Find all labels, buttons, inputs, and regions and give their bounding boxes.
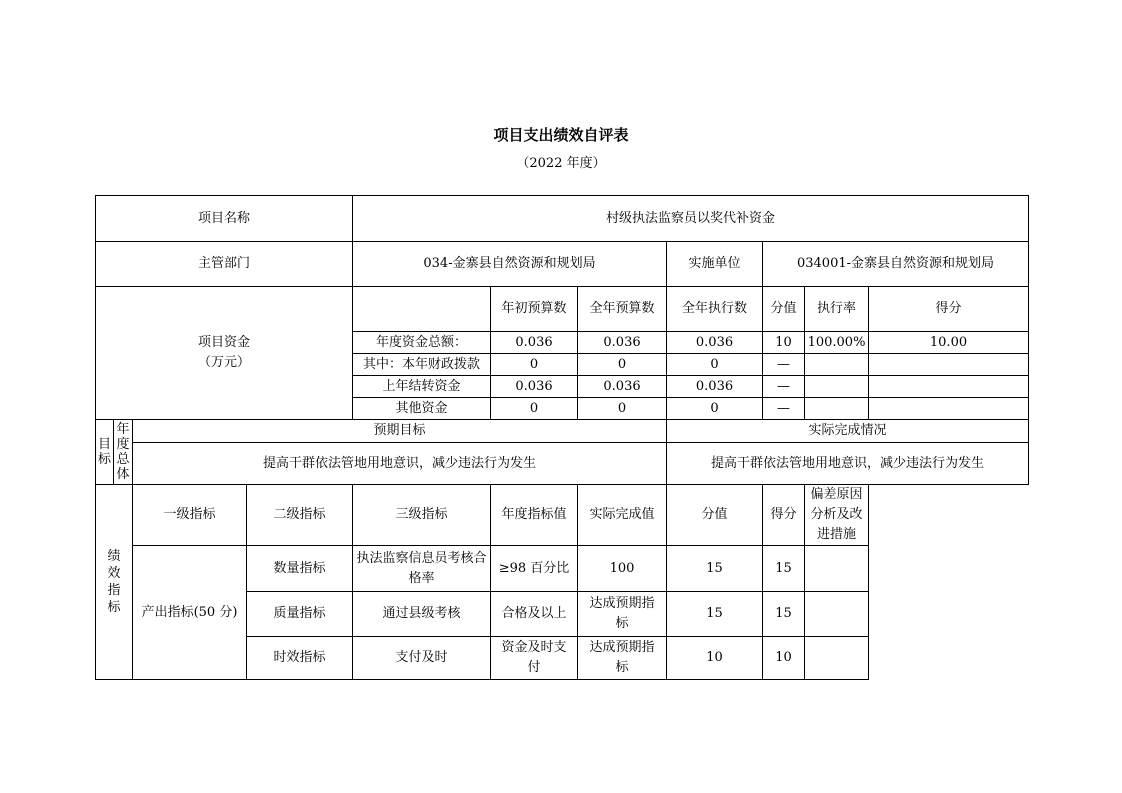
funds-row-weight: 10: [763, 332, 805, 354]
funds-row-label: 其中：本年财政拨款: [353, 354, 491, 376]
goal-header-row: [96, 420, 1029, 443]
indicator-header-level3: 三级指标: [353, 485, 491, 546]
project-name-value: 村级执法监察员以奖代补资金: [353, 196, 1029, 242]
indicator-score: 15: [763, 546, 805, 592]
indicator-actual-text: 达成预期指标: [589, 596, 655, 631]
indicator-level2: 时效指标: [247, 637, 353, 680]
funds-row-rate: 100.00%: [805, 332, 869, 354]
funds-header-initial: 年初预算数: [491, 287, 578, 332]
indicator-weight: 15: [667, 546, 763, 592]
indicator-level3: 支付及时: [353, 637, 491, 680]
project-name-row: [96, 196, 1029, 242]
indicator-analysis: [805, 592, 869, 637]
goal-value-row: [96, 443, 1029, 485]
indicator-level2: 质量指标: [247, 592, 353, 637]
funds-row-label: 年度资金总额：: [353, 332, 491, 354]
indicator-side-text: 绩效指标: [107, 549, 121, 615]
funds-label-line1: 项目资金: [197, 335, 250, 350]
project-name-label: 项目名称: [96, 196, 353, 242]
goal-actual-value: 提高干群依法管地用地意识，减少违法行为发生: [667, 443, 1029, 485]
indicator-header-weight: 分值: [667, 485, 763, 546]
funds-row-executed: 0: [667, 398, 763, 420]
indicator-actual-text: 达成预期指标: [589, 640, 655, 675]
funds-header-annual: 全年预算数: [578, 287, 667, 332]
indicator-header-analysis: 偏差原因分析及改进措施: [805, 485, 869, 546]
goal-expected-value: 提高干群依法管地用地意识，减少违法行为发生: [133, 443, 667, 485]
funds-row-score: [869, 398, 1029, 420]
funds-row-initial: 0.036: [491, 376, 578, 398]
funds-header-score: 得分: [869, 287, 1029, 332]
funds-row-executed: 0: [667, 354, 763, 376]
goal-expected-header: 预期目标: [133, 420, 667, 443]
funds-row-executed: 0.036: [667, 376, 763, 398]
funds-row-weight: —: [763, 354, 805, 376]
indicator-actual: [578, 637, 667, 680]
funds-row-label: 上年结转资金: [353, 376, 491, 398]
indicator-analysis: [805, 637, 869, 680]
funds-row-annual: 0: [578, 398, 667, 420]
funds-row-annual: 0.036: [578, 332, 667, 354]
impl-value: 034001-金寨县自然资源和规划局: [763, 242, 1029, 287]
indicator-level3: 执法监察信息员考核合格率: [353, 546, 491, 592]
department-row: [96, 242, 1029, 287]
funds-header-executed: 全年执行数: [667, 287, 763, 332]
indicator-weight: 10: [667, 637, 763, 680]
indicator-analysis: [805, 546, 869, 592]
indicator-actual: 100: [578, 546, 667, 592]
indicator-target: 合格及以上: [491, 592, 578, 637]
funds-row-rate: [805, 354, 869, 376]
funds-label: [96, 287, 353, 420]
indicator-target-text: 资金及时支付: [501, 640, 567, 675]
funds-row-label: 其他资金: [353, 398, 491, 420]
page-year: （2022 年度）: [516, 156, 606, 171]
funds-row-executed: 0.036: [667, 332, 763, 354]
funds-header-weight: 分值: [763, 287, 805, 332]
indicator-score: 10: [763, 637, 805, 680]
indicator-actual: [578, 592, 667, 637]
goal-sub-text: 年度总体: [116, 422, 130, 482]
indicator-header-target: 年度指标值: [491, 485, 578, 546]
indicator-weight: 15: [667, 592, 763, 637]
goal-actual-header: 实际完成情况: [667, 420, 1029, 443]
indicator-header-level2: 二级指标: [247, 485, 353, 546]
indicator-side-label: [96, 485, 133, 680]
indicator-level3: 通过县级考核: [353, 592, 491, 637]
indicator-target: ≥98 百分比: [491, 546, 578, 592]
dept-value: 034-金寨县自然资源和规划局: [353, 242, 667, 287]
funds-row-score: [869, 376, 1029, 398]
indicator-level1: 产出指标(50 分): [133, 546, 247, 680]
funds-header-rate: 执行率: [805, 287, 869, 332]
funds-row-score: [869, 354, 1029, 376]
funds-header-blank: [353, 287, 491, 332]
funds-row-annual: 0.036: [578, 376, 667, 398]
funds-row-initial: 0: [491, 398, 578, 420]
funds-row-initial: 0.036: [491, 332, 578, 354]
indicator-header-score: 得分: [763, 485, 805, 546]
funds-row-annual: 0: [578, 354, 667, 376]
funds-row-rate: [805, 376, 869, 398]
page-title: 项目支出绩效自评表: [493, 126, 629, 144]
funds-row-weight: —: [763, 376, 805, 398]
funds-row-weight: —: [763, 398, 805, 420]
indicator-header-level1: 一级指标: [133, 485, 247, 546]
funds-row-score: 10.00: [869, 332, 1029, 354]
impl-label: 实施单位: [667, 242, 763, 287]
indicator-score: 15: [763, 592, 805, 637]
goal-side-label: [96, 420, 114, 485]
indicator-target: [491, 637, 578, 680]
self-evaluation-table: [95, 195, 1029, 680]
dept-label: 主管部门: [96, 242, 353, 287]
goal-side-text: 目标: [98, 437, 112, 467]
funds-row-rate: [805, 398, 869, 420]
funds-header-row: [96, 287, 1029, 332]
funds-row-initial: 0: [491, 354, 578, 376]
funds-label-line2: （万元）: [197, 355, 250, 370]
indicator-header-row: [96, 485, 1029, 546]
indicator-level2: 数量指标: [247, 546, 353, 592]
goal-sub-label: [114, 420, 133, 485]
indicator-row: [96, 546, 1029, 592]
indicator-header-actual: 实际完成值: [578, 485, 667, 546]
